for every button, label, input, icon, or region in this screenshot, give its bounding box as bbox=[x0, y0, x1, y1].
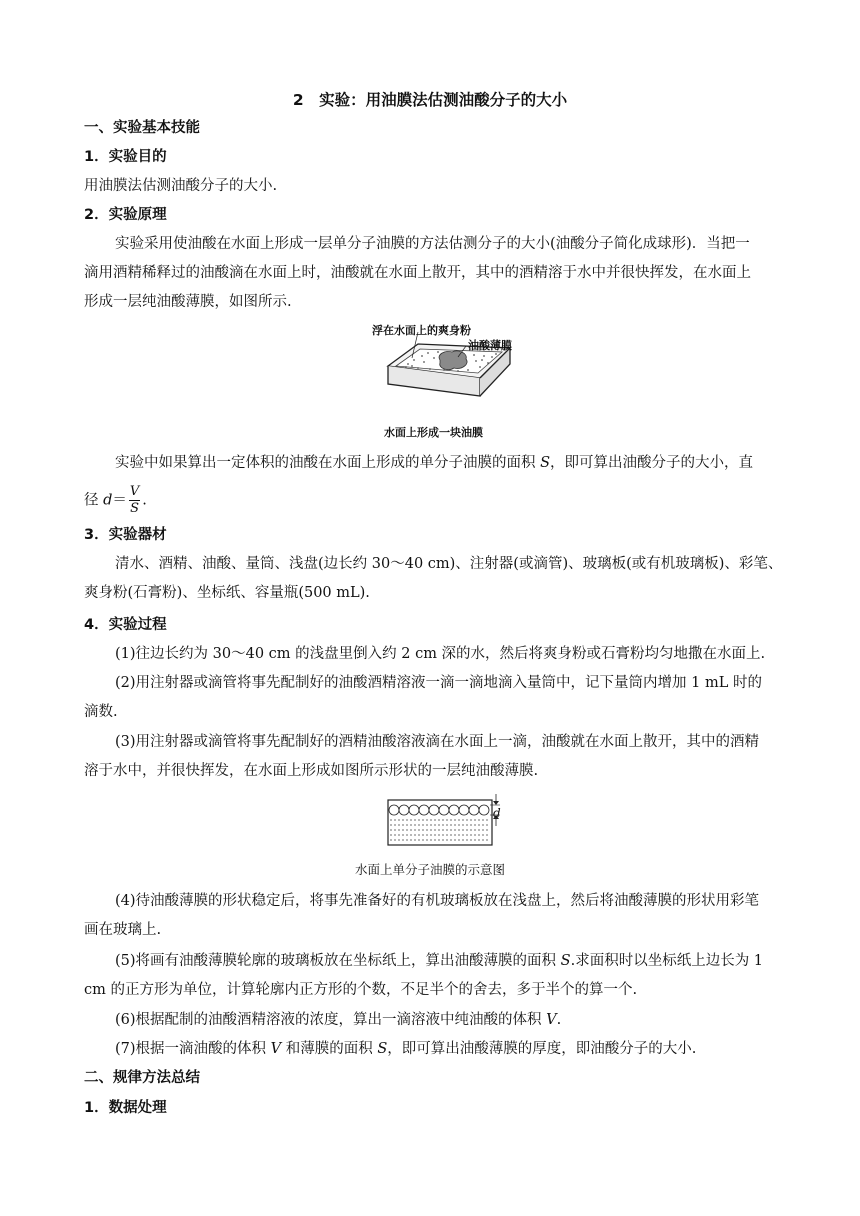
text: .求面积时以坐标纸上边长为 1 bbox=[570, 953, 764, 969]
subsection-heading: 3．实验器材 bbox=[84, 527, 167, 543]
paragraph-line: (1)往边长约为 30～40 cm 的浅盘里倒入约 2 cm 深的水，然后将爽身粉或石膏粉均匀地撒在水面上. bbox=[115, 646, 766, 662]
var-d: d bbox=[103, 492, 113, 509]
paragraph-line: 溶于水中，并很快挥发，在水面上形成如图所示形状的一层纯油酸薄膜. bbox=[84, 763, 539, 779]
subsection-heading: 1．数据处理 bbox=[84, 1100, 167, 1116]
text: (7)根据一滴油酸的体积 bbox=[115, 1041, 271, 1057]
var-S: S bbox=[560, 953, 571, 969]
fraction bbox=[129, 484, 140, 517]
subsection-heading: 2．实验原理 bbox=[84, 207, 167, 223]
paragraph-line bbox=[115, 1038, 815, 1060]
paragraph-line: (3)用注射器或滴管将事先配制好的酒精油酸溶液滴在水面上一滴，油酸就在水面上散开，其中的酒精 bbox=[115, 734, 760, 750]
text: 径 bbox=[84, 492, 104, 509]
paragraph-line: 形成一层纯油酸薄膜，如图所示. bbox=[84, 294, 292, 310]
paragraph-line: cm 的正方形为单位，计算轮廓内正方形的个数，不足半个的舍去，多于半个的算一个. bbox=[84, 982, 638, 998]
var-V: V bbox=[546, 1012, 557, 1028]
paragraph-line: 清水、酒精、油酸、量筒、浅盘(边长约 30～40 cm)、注射器(或滴管)、玻璃板(或有机玻璃板)、彩笔、 bbox=[115, 556, 783, 572]
paragraph-line bbox=[115, 452, 815, 474]
section-heading: 二、规律方法总结 bbox=[84, 1070, 200, 1086]
text: . bbox=[556, 1012, 562, 1028]
monolayer-figure bbox=[386, 790, 506, 850]
numerator: V bbox=[129, 484, 140, 499]
paragraph: 用油膜法估测油酸分子的大小. bbox=[84, 178, 278, 194]
figure-caption: 水面上形成一块油膜 bbox=[384, 426, 483, 439]
text: (6)根据配制的油酸酒精溶液的浓度，算出一滴溶液中纯油酸的体积 bbox=[115, 1012, 547, 1028]
paragraph-line: 滴数. bbox=[84, 704, 118, 720]
denominator: S bbox=[130, 501, 140, 516]
page-title: 2 实验：用油膜法估测油酸分子的大小 bbox=[292, 91, 568, 109]
text: 和薄膜的面积 bbox=[281, 1041, 378, 1057]
paragraph-line: 爽身粉(石膏粉)、坐标纸、容量瓶(500 mL). bbox=[84, 585, 370, 601]
equals: ＝ bbox=[112, 492, 127, 509]
figure-label: 油酸薄膜 bbox=[468, 339, 512, 352]
paragraph-line: 画在玻璃上. bbox=[84, 922, 162, 938]
paragraph-line bbox=[115, 950, 815, 972]
section-heading: 一、实验基本技能 bbox=[84, 120, 200, 136]
subsection-heading: 4．实验过程 bbox=[84, 617, 167, 633]
paragraph-line bbox=[115, 1009, 815, 1031]
text: . bbox=[142, 492, 147, 509]
paragraph-line: (4)待油酸薄膜的形状稳定后，将事先准备好的有机玻璃板放在浅盘上，然后将油酸薄膜的形状用彩笔 bbox=[115, 893, 760, 909]
paragraph-line: 实验采用使油酸在水面上形成一层单分子油膜的方法估测分子的大小(油酸分子简化成球形)．当把一 bbox=[115, 236, 750, 252]
var-S: S bbox=[540, 455, 551, 471]
text: (5)将画有油酸薄膜轮廓的玻璃板放在坐标纸上，算出油酸薄膜的面积 bbox=[115, 953, 561, 969]
var-S: S bbox=[377, 1041, 388, 1057]
var-V: V bbox=[270, 1041, 282, 1057]
paragraph-line: (2)用注射器或滴管将事先配制好的油酸酒精溶液一滴一滴地滴入量筒中，记下量筒内增加 1 mL 时的 bbox=[115, 675, 762, 691]
text: ，即可算出油酸薄膜的厚度，即油酸分子的大小. bbox=[387, 1041, 697, 1057]
paragraph-line: 滴用酒精稀释过的油酸滴在水面上时，油酸就在水面上散开，其中的酒精溶于水中并很快挥发，在水面上 bbox=[84, 265, 751, 281]
paragraph-line bbox=[84, 484, 784, 517]
subsection-heading: 1．实验目的 bbox=[84, 149, 167, 165]
figure-label: 浮在水面上的爽身粉 bbox=[372, 324, 471, 337]
text: 实验中如果算出一定体积的油酸在水面上形成的单分子油膜的面积 bbox=[115, 455, 541, 471]
figure-label-d: d bbox=[493, 806, 501, 820]
figure-caption: 水面上单分子油膜的示意图 bbox=[354, 862, 505, 877]
text: ，即可算出油酸分子的大小，直 bbox=[550, 455, 754, 471]
